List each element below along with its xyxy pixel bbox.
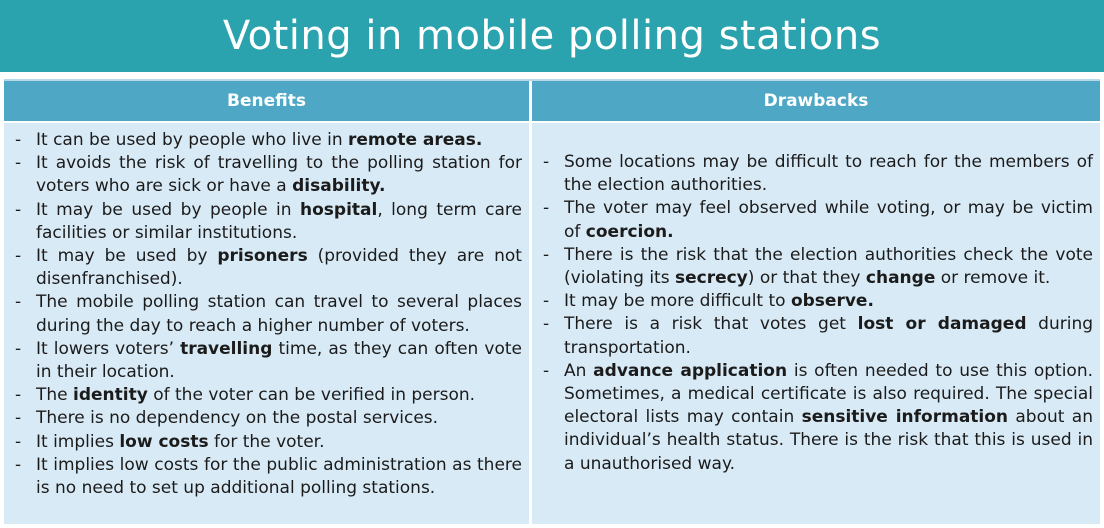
bullet-dash: - xyxy=(15,431,22,452)
list-item xyxy=(542,151,1093,197)
bullet-dash: - xyxy=(543,360,550,381)
bullet-dash: - xyxy=(15,292,22,313)
list-item xyxy=(14,129,522,152)
bullet-dash: - xyxy=(15,408,22,429)
list-item xyxy=(14,338,522,384)
bullet-dash: - xyxy=(15,454,22,475)
bullet-dash: - xyxy=(15,338,22,359)
bullet-dash: - xyxy=(543,314,550,335)
list-item xyxy=(542,244,1093,290)
drawbacks-header: Drawbacks xyxy=(532,81,1100,121)
item-text: It lowers voters’ travelling time, as they can often vote in their location. xyxy=(36,338,522,383)
list-item xyxy=(14,407,522,430)
list-item xyxy=(14,199,522,245)
item-text: It implies low costs for the voter. xyxy=(36,431,325,452)
bullet-dash: - xyxy=(15,153,22,174)
drawbacks-column xyxy=(532,81,1100,524)
bullet-dash: - xyxy=(543,291,550,312)
list-item xyxy=(542,360,1093,476)
item-text: An advance application is often needed to use this option. Sometimes, a medical certificate is also required. The special electoral lists may contain sensitive information about an individual’s health status. There is the risk that this is used in a unauthorised way. xyxy=(564,360,1093,474)
item-text: The mobile polling station can travel to several places during the day to reach a higher number of voters. xyxy=(36,292,522,336)
item-text: It avoids the risk of travelling to the polling station for voters who are sick or have a disability. xyxy=(36,153,522,197)
item-text: The voter may feel observed while voting, or may be victim of coercion. xyxy=(564,198,1093,242)
title-band xyxy=(0,0,1104,72)
page-title: Voting in mobile polling stations xyxy=(222,13,882,59)
item-text: It implies low costs for the public administration as there is no need to set up additional polling stations. xyxy=(36,454,522,499)
item-text: It may be used by prisoners (provided they are not disenfranchised). xyxy=(36,246,522,290)
list-item xyxy=(542,290,1093,313)
item-text: There is no dependency on the postal services. xyxy=(36,408,439,429)
list-item xyxy=(14,152,522,198)
item-text: It may be used by people in hospital, long term care facilities or similar institutions. xyxy=(36,199,522,243)
bullet-dash: - xyxy=(543,198,550,219)
item-text: It may be more difficult to observe. xyxy=(564,291,874,312)
item-text: It can be used by people who live in remote areas. xyxy=(36,130,483,150)
list-item xyxy=(14,431,522,454)
bullet-dash: - xyxy=(15,385,22,406)
bullet-dash: - xyxy=(15,130,22,150)
benefits-drawbacks-table xyxy=(4,79,1100,524)
list-item xyxy=(14,384,522,407)
benefits-header: Benefits xyxy=(4,81,529,121)
benefits-cell xyxy=(4,123,529,524)
benefits-column xyxy=(4,81,529,524)
bullet-dash: - xyxy=(15,199,22,220)
list-item xyxy=(14,454,522,500)
item-text: Some locations may be difficult to reach for the members of the election authorities. xyxy=(564,152,1093,196)
list-item xyxy=(542,313,1093,359)
bullet-dash: - xyxy=(543,152,550,172)
list-item xyxy=(14,245,522,291)
drawbacks-cell xyxy=(532,123,1100,524)
item-text: There is the risk that the election authorities check the vote (violating its secrecy) or that they change or remove it. xyxy=(564,244,1093,289)
bullet-dash: - xyxy=(543,244,550,265)
item-text: The identity of the voter can be verified in person. xyxy=(36,385,476,406)
item-text: There is a risk that votes get lost or damaged during transportation. xyxy=(564,314,1094,358)
list-item xyxy=(542,197,1093,243)
bullet-dash: - xyxy=(15,246,22,267)
list-item xyxy=(14,291,522,337)
